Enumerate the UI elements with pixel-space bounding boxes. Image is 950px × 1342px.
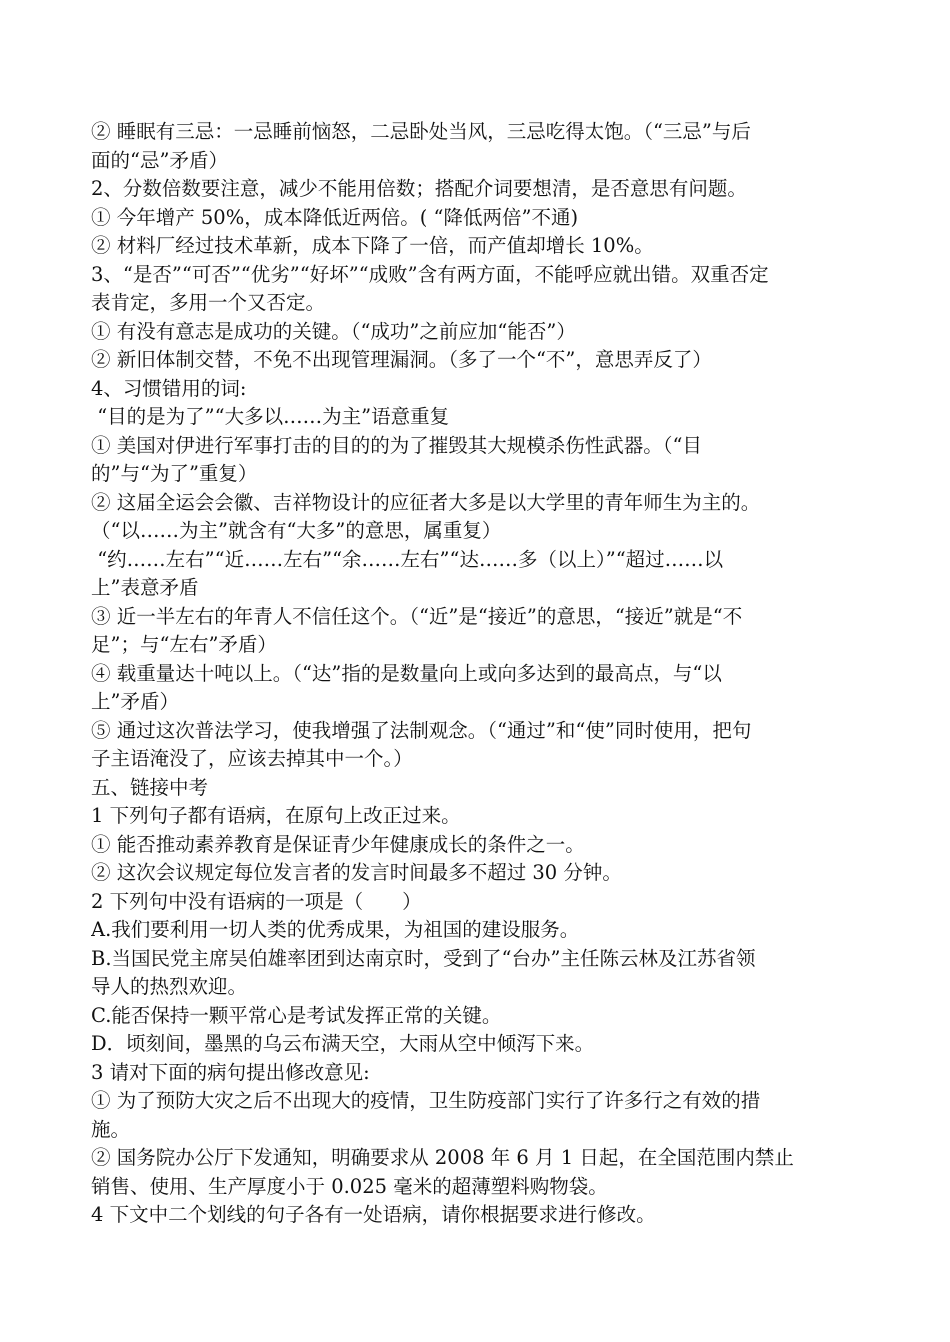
text-line: （“以……为主”就含有“大多”的意思，属重复）	[91, 519, 502, 542]
text-line: 足”；与“左右”矛盾）	[91, 633, 277, 656]
text-line: ① 为了预防大灾之后不出现大的疫情，卫生防疫部门实行了许多行之有效的措	[91, 1089, 761, 1112]
text-line: ③ 近一半左右的年青人不信任这个。（“近”是“接近”的意思，“接近”就是“不	[91, 604, 743, 628]
text-line: C.能否保持一颗平常心是考试发挥正常的关键。	[91, 1003, 502, 1027]
text-line: 子主语淹没了，应该去掉其中一个。）	[91, 747, 413, 770]
text-line: 的”与“为了”重复）	[91, 462, 258, 485]
text-line: 2、分数倍数要注意，减少不能用倍数；搭配介词要想清，是否意思有问题。	[91, 177, 747, 200]
text-line: ② 这次会议规定每位发言者的发言时间最多不超过 30 分钟。	[91, 861, 622, 884]
text-line: 1 下列句子都有语病，在原句上改正过来。	[91, 804, 461, 827]
text-line: ④ 载重量达十吨以上。（“达”指的是数量向上或向多达到的最高点，与“以	[91, 661, 722, 685]
text-line: 4 下文中二个划线的句子各有一处语病，请你根据要求进行修改。	[91, 1203, 656, 1226]
text-line: “约……左右”“近……左右”“余……左右”“达……多（以上）”“超过……以	[91, 547, 724, 571]
document-body	[91, 118, 861, 1230]
text-line: 导人的热烈欢迎。	[91, 975, 248, 998]
text-line: 上”矛盾）	[91, 690, 179, 713]
text-line: ⑤ 通过这次普法学习，使我增强了法制观念。（“通过”和“使”同时使用，把句	[91, 718, 752, 742]
text-line: D．顷刻间，墨黑的乌云布满天空，大雨从空中倾泻下来。	[91, 1032, 595, 1055]
text-line: 上”表意矛盾	[91, 576, 199, 599]
text-line: ① 美国对伊进行军事打击的目的的为了摧毁其大规模杀伤性武器。（“目	[91, 433, 702, 457]
text-line: ① 今年增产 50%，成本降低近两倍。( “降低两倍”不通)	[91, 205, 579, 229]
text-line: 3、“是否”“可否”“优劣”“好坏”“成败”含有两方面，不能呼应就出错。双重否定	[91, 262, 769, 286]
text-line: ① 能否推动素养教育是保证青少年健康成长的条件之一。	[91, 832, 585, 856]
text-line: ② 新旧体制交替，不免不出现管理漏洞。（多了一个“不”，意思弄反了）	[91, 348, 712, 371]
text-line: 2 下列句中没有语病的一项是（ ）	[91, 889, 422, 913]
text-line: 施。	[91, 1117, 131, 1141]
text-line: ② 国务院办公厅下发通知，明确要求从 2008 年 6 月 1 日起，在全国范围内禁止	[91, 1146, 794, 1169]
text-line: 3 请对下面的病句提出修改意见:	[91, 1060, 370, 1084]
section-heading: 五、链接中考	[91, 775, 209, 799]
text-line: 4、习惯错用的词:	[91, 376, 247, 400]
text-line: ② 这届全运会会徽、吉祥物设计的应征者大多是以大学里的青年师生为主的。	[91, 490, 761, 514]
text-line: A.我们要利用一切人类的优秀成果，为祖国的建设服务。	[91, 918, 580, 941]
text-line: 表肯定，多用一个又否定。	[91, 291, 326, 314]
text-line: ② 材料厂经过技术革新，成本下降了一倍，而产值却增长 10%。	[91, 234, 654, 257]
text-line: ① 有没有意志是成功的关键。（“成功”之前应加“能否”）	[91, 319, 576, 343]
text-line: B.当国民党主席吴伯雄率团到达南京时，受到了“台办”主任陈云林及江苏省领	[91, 946, 756, 970]
text-line: “目的是为了”“大多以……为主”语意重复	[91, 405, 450, 428]
text-line: 销售、使用、生产厚度小于 0.025 毫米的超薄塑料购物袋。	[91, 1174, 608, 1198]
text-line: 面的“忌”矛盾）	[91, 148, 228, 172]
text-line: ② 睡眠有三忌：一忌睡前恼怒，二忌卧处当风，三忌吃得太饱。（“三忌”与后	[91, 120, 751, 143]
